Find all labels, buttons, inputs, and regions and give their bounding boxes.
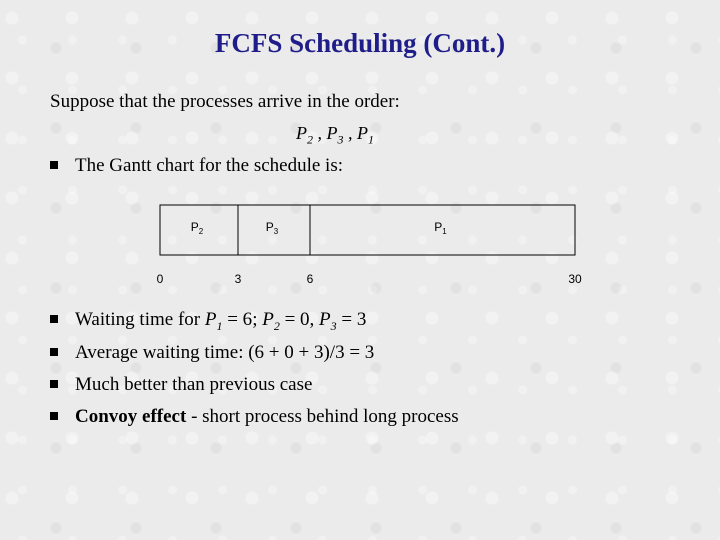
bullet-much-better	[50, 374, 312, 396]
bullet-marker	[50, 380, 58, 388]
bullet-marker	[50, 161, 58, 169]
gantt-block-label: $P_1$	[434, 220, 447, 236]
gantt-block-label: $P_2$	[190, 220, 204, 236]
bullet-marker	[50, 412, 58, 420]
bullet-gantt-intro	[50, 155, 343, 177]
gantt-block-label: $P_3$	[265, 220, 279, 236]
bullet-text: Much better than previous case	[75, 374, 313, 395]
bullet-text: The Gantt chart for the schedule is:	[75, 155, 344, 176]
bullet-marker	[50, 348, 58, 356]
gantt-tick-label: 30	[568, 272, 582, 286]
gantt-tick-label: 6	[306, 272, 314, 286]
gantt-tick-label: 0	[156, 272, 164, 286]
arrival-order: $P_2$ , $P_3$ , $P_1$	[296, 123, 374, 147]
intro-text: Suppose that the processes arrive in the order:	[50, 91, 400, 112]
bullet-text: Average waiting time: (6 + 0 + 3)/3 = 3	[75, 342, 375, 363]
slide-title: FCFS Scheduling (Cont.)	[214, 28, 506, 58]
bullet-text: Waiting time for $P_1 = 6$; $P_2 = 0$, $P_3 = 3$	[75, 309, 367, 333]
bullet-waiting-time	[50, 309, 366, 334]
gantt-frame	[160, 205, 575, 255]
gantt-tick-label: 3	[234, 272, 242, 286]
bullet-average-waiting	[50, 342, 374, 364]
bullet-marker	[50, 315, 58, 323]
bullet-convoy-effect	[50, 406, 459, 428]
bullet-text: Convoy effect - short process behind long process	[75, 406, 459, 427]
